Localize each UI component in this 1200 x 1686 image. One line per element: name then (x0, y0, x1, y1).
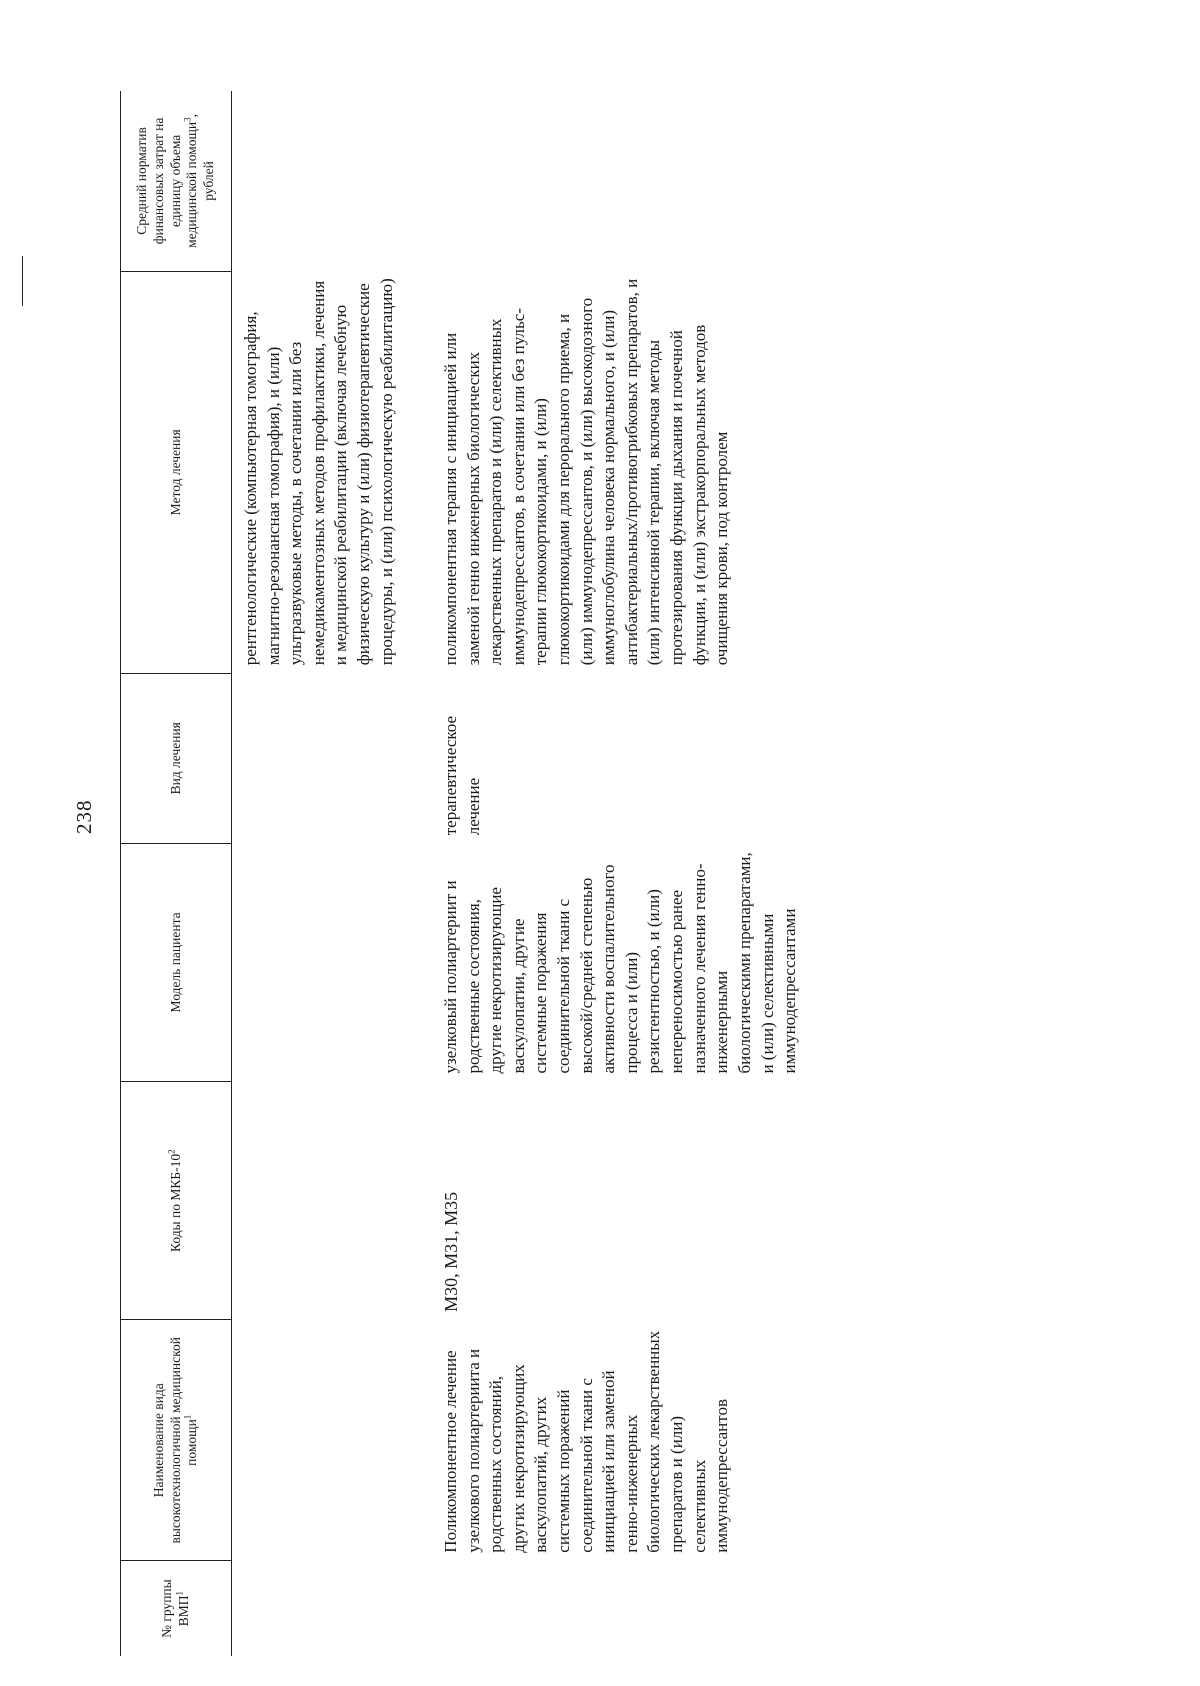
cell-treatment-method: рентгенологические (компьютерная томография, магнитно-резонансная томография), и (или) ультразвуковые методы, в сочетании или без немедикаментозных методов профилактики, лечения и медицинской реабилитации (включая лечебную физическую культуру и (или) физиотерапевтические процедуры, и (или) психологическую реабилитацию) (241, 278, 396, 666)
cell-treatment-type (232, 673, 431, 843)
cell-group-no (232, 1561, 431, 1656)
cell-icd-codes (232, 1082, 431, 1320)
table-row (430, 91, 802, 1656)
cell-patient-model (232, 843, 431, 1081)
header-group-no: № группы ВМП$^1$ (121, 1561, 232, 1656)
header-rule (22, 256, 23, 306)
header-icd-codes: Коды по МКБ-$10^2$ (121, 1082, 232, 1320)
cell-patient-model: узелковый полиартериит и родственные состояния, другие некротизирующие васкулопатии, другие системные поражения соединительной ткани с высокой/средней степенью активности воспалительного процесса и (или) резистентностью, и (или) непереносимостью ранее назначенного лечения генно-инженерными биологическими препаратами, и (или) селективными иммунодепрессантами (441, 852, 800, 1074)
header-vmp-name: Наименование вида высокотехнологичной медицинской помощи$^1$ (121, 1320, 232, 1561)
vmp-table (120, 91, 802, 1656)
header-treatment-type: Вид лечения (121, 673, 232, 843)
page-number: 238 (72, 799, 96, 834)
header-cost-standard: Средний норматив финансовых затрат на единицу объема медицинской помощи$^3$, рублей (121, 91, 232, 271)
cell-cost (232, 91, 431, 271)
cell-icd-codes: M30, M31, M35 (441, 1191, 461, 1312)
cell-vmp-name: Поликомпонентное лечение узелкового полиартериита и родственных состояний, других некротизирующих васкулопатий, других системных поражений соединительной ткани с инициацией или заменой генно-инженерных биологических лекарственных препаратов и (или) селективных иммунодепрессантов (441, 1330, 732, 1553)
cell-vmp-name (232, 1320, 431, 1561)
cell-treatment-type: терапевтическое лечение (441, 715, 483, 836)
cell-cost (430, 91, 802, 271)
cell-treatment-method: поликомпонентная терапия с инициацией или заменой генно инженерных биологических лекарственных препаратов и (или) селективных иммунодепрессантов, в сочетании или без пульс-терапии глюкокортикоидами, и (или) глюкокортикоидами для перорального приема, и (или) иммунодепрессантов, и (или) высокодозного иммуноглобулина человека нормального, и (или) антибактериальных/противогрибковых препаратов, и (или) интенсивной терапии, включая методы протезирования функции дыхания и почечной функции, и (или) экстракорпоральных методов очищения крови, под контролем (441, 278, 732, 666)
table-header-row (121, 91, 232, 1656)
header-patient-model: Модель пациента (121, 843, 232, 1081)
table-row (232, 91, 431, 1656)
header-treatment-method: Метод лечения (121, 271, 232, 673)
cell-group-no (430, 1561, 802, 1656)
document-page (0, 86, 1200, 1686)
